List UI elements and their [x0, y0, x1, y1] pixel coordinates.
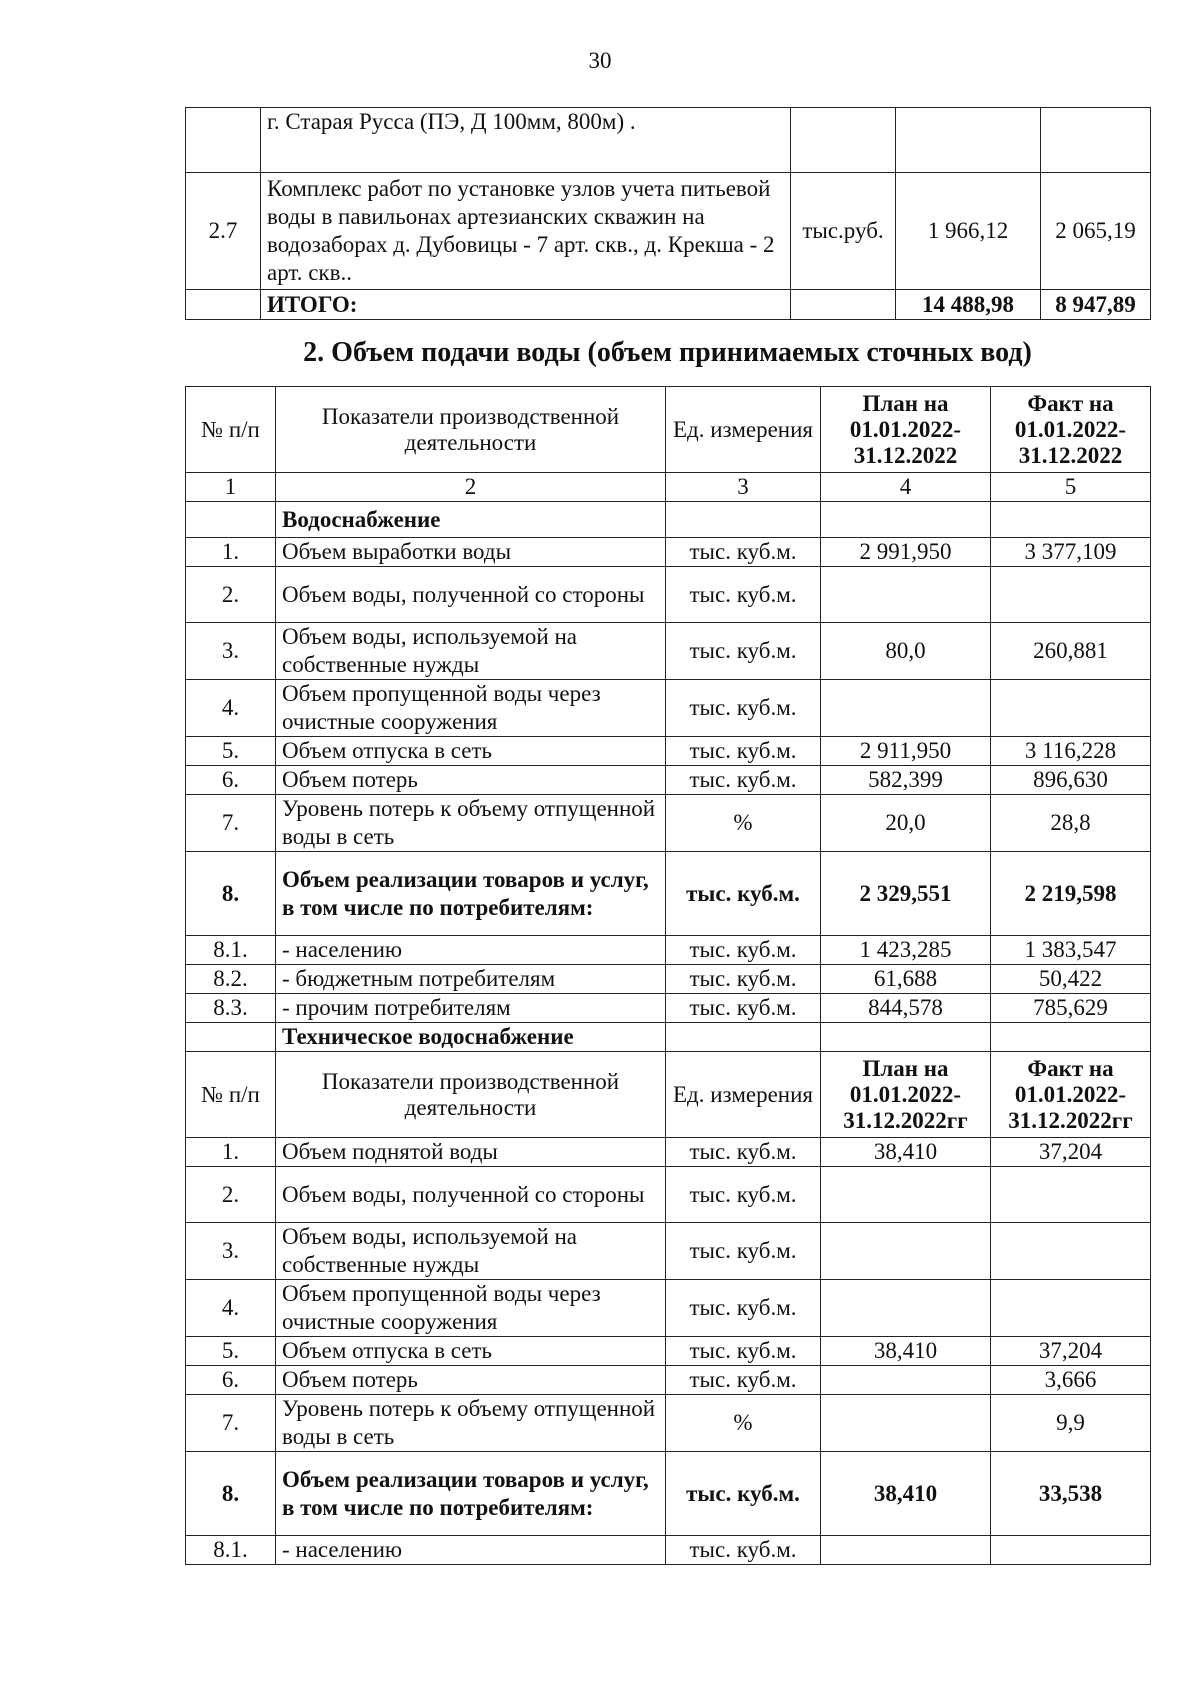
row-fact: 2 219,598 [991, 852, 1151, 936]
table-row [186, 737, 1151, 766]
row-plan: 61,688 [821, 965, 991, 994]
row-name: Объем реализации товаров и услуг, в том числе по потребителям: [276, 1452, 666, 1536]
table-row [186, 108, 1151, 173]
section-title: 2. Объем подачи воды (объем принимаемых сточных вод) [303, 337, 1032, 368]
table-row [186, 1223, 1151, 1280]
row-number: 1. [186, 1138, 276, 1167]
table-row [186, 1167, 1151, 1223]
row-unit: тыс. куб.м. [666, 680, 821, 737]
row-fact: 28,8 [991, 795, 1151, 852]
row-name: Объем поднятой воды [276, 1138, 666, 1167]
row-fact [991, 1223, 1151, 1280]
table-row [186, 623, 1151, 680]
row-plan [821, 1395, 991, 1452]
row-fact: 260,881 [991, 623, 1151, 680]
row-plan: 2 991,950 [821, 538, 991, 567]
row-number: 2. [186, 1167, 276, 1223]
table-row [186, 936, 1151, 965]
total-value-1: 14 488,98 [896, 290, 1041, 320]
row-plan [821, 1366, 991, 1395]
row-value-1: 1 966,12 [896, 173, 1041, 290]
row-unit: % [666, 1395, 821, 1452]
row-unit: тыс. куб.м. [666, 1536, 821, 1565]
row-unit: тыс. куб.м. [666, 936, 821, 965]
row-fact: 896,630 [991, 766, 1151, 795]
row-value-2 [1041, 108, 1151, 173]
row-plan: 2 329,551 [821, 852, 991, 936]
row-fact: 785,629 [991, 994, 1151, 1023]
row-plan [821, 1536, 991, 1565]
row-name: Объем пропущенной воды через очистные сооружения [276, 1280, 666, 1337]
column-numbers-row [186, 473, 1151, 502]
row-plan [821, 1167, 991, 1223]
row-fact: 9,9 [991, 1395, 1151, 1452]
row-plan: 1 423,285 [821, 936, 991, 965]
row-fact: 37,204 [991, 1337, 1151, 1366]
row-fact: 33,538 [991, 1452, 1151, 1536]
row-plan: 38,410 [821, 1337, 991, 1366]
column-number: 5 [991, 473, 1151, 502]
row-number: 7. [186, 1395, 276, 1452]
row-plan [821, 1280, 991, 1337]
header-name: Показатели производственной деятельности [276, 1052, 666, 1138]
header-number: № п/п [186, 387, 276, 473]
row-number: 4. [186, 1280, 276, 1337]
section-row [186, 1023, 1151, 1052]
row-unit [791, 108, 896, 173]
table-row [186, 173, 1151, 290]
row-number: 8.2. [186, 965, 276, 994]
row-number [186, 108, 261, 173]
row-number: 3. [186, 623, 276, 680]
total-value-2: 8 947,89 [1041, 290, 1151, 320]
header-fact: Факт на 01.01.2022-31.12.2022 [991, 387, 1151, 473]
row-unit: тыс. куб.м. [666, 623, 821, 680]
header-unit: Ед. измерения [666, 387, 821, 473]
row-value-2: 2 065,19 [1041, 173, 1151, 290]
table-row [186, 1280, 1151, 1337]
row-plan: 844,578 [821, 994, 991, 1023]
row-name: - бюджетным потребителям [276, 965, 666, 994]
row-number: 5. [186, 737, 276, 766]
row-number: 8.1. [186, 1536, 276, 1565]
row-fact: 50,422 [991, 965, 1151, 994]
row-number: 6. [186, 766, 276, 795]
header-row [186, 1052, 1151, 1138]
table-row [186, 852, 1151, 936]
column-number: 2 [276, 473, 666, 502]
header-plan: План на 01.01.2022-31.12.2022гг [821, 1052, 991, 1138]
row-unit: тыс. куб.м. [666, 1223, 821, 1280]
section-row [186, 502, 1151, 538]
row-name: г. Старая Русса (ПЭ, Д 100мм, 800м) . [261, 108, 791, 173]
row-plan: 20,0 [821, 795, 991, 852]
row-number: 8. [186, 1452, 276, 1536]
row-unit: тыс. куб.м. [666, 852, 821, 936]
row-fact [991, 1167, 1151, 1223]
row-plan [821, 1223, 991, 1280]
row-number: 2.7 [186, 173, 261, 290]
row-name: Объем воды, используемой на собственные нужды [276, 1223, 666, 1280]
table-row [186, 1337, 1151, 1366]
table-row [186, 795, 1151, 852]
row-fact: 37,204 [991, 1138, 1151, 1167]
row-unit: тыс. куб.м. [666, 1366, 821, 1395]
row-number: 2. [186, 567, 276, 623]
table-row [186, 680, 1151, 737]
table-row [186, 766, 1151, 795]
row-name: - прочим потребителям [276, 994, 666, 1023]
row-unit: тыс. куб.м. [666, 1167, 821, 1223]
row-name: Объем выработки воды [276, 538, 666, 567]
header-name: Показатели производственной деятельности [276, 387, 666, 473]
row-name: Объем пропущенной воды через очистные сооружения [276, 680, 666, 737]
row-name: Объем отпуска в сеть [276, 737, 666, 766]
row-fact [991, 680, 1151, 737]
row-number: 4. [186, 680, 276, 737]
column-number: 4 [821, 473, 991, 502]
row-name: Комплекс работ по установке узлов учета питьевой воды в павильонах артезианских скважин на водозаборах д. Дубовицы - 7 арт. скв., д. Крекша - 2 арт. скв.. [261, 173, 791, 290]
row-name: Объем потерь [276, 1366, 666, 1395]
row-plan: 582,399 [821, 766, 991, 795]
row-number: 3. [186, 1223, 276, 1280]
row-plan [821, 680, 991, 737]
row-unit: тыс. куб.м. [666, 737, 821, 766]
row-fact [991, 567, 1151, 623]
row-number: 5. [186, 1337, 276, 1366]
row-fact: 3,666 [991, 1366, 1151, 1395]
row-name: Уровень потерь к объему отпущенной воды в сеть [276, 1395, 666, 1452]
table-row [186, 1395, 1151, 1452]
row-name: - населению [276, 936, 666, 965]
row-unit: тыс. куб.м. [666, 1452, 821, 1536]
row-fact [991, 1280, 1151, 1337]
row-fact: 3 377,109 [991, 538, 1151, 567]
row-unit: тыс. куб.м. [666, 1138, 821, 1167]
header-row [186, 387, 1151, 473]
total-label: ИТОГО: [261, 290, 791, 320]
top-table [185, 107, 1151, 320]
row-plan: 38,410 [821, 1452, 991, 1536]
row-fact: 3 116,228 [991, 737, 1151, 766]
row-name: Уровень потерь к объему отпущенной воды в сеть [276, 795, 666, 852]
row-number: 8.1. [186, 936, 276, 965]
header-fact: Факт на 01.01.2022-31.12.2022гг [991, 1052, 1151, 1138]
row-number: 8.3. [186, 994, 276, 1023]
row-fact: 1 383,547 [991, 936, 1151, 965]
page-number: 30 [588, 48, 612, 73]
table-row [186, 538, 1151, 567]
row-plan: 2 911,950 [821, 737, 991, 766]
table-row [186, 994, 1151, 1023]
column-number: 3 [666, 473, 821, 502]
row-unit: % [666, 795, 821, 852]
total-row [186, 290, 1151, 320]
table-row [186, 1452, 1151, 1536]
row-unit: тыс. куб.м. [666, 1280, 821, 1337]
row-plan: 38,410 [821, 1138, 991, 1167]
row-unit: тыс. куб.м. [666, 766, 821, 795]
row-name: Объем отпуска в сеть [276, 1337, 666, 1366]
row-number: 6. [186, 1366, 276, 1395]
row-plan [821, 567, 991, 623]
row-unit: тыс. куб.м. [666, 994, 821, 1023]
row-fact [991, 1536, 1151, 1565]
row-unit: тыс. куб.м. [666, 538, 821, 567]
table-row [186, 1138, 1151, 1167]
row-name: Объем реализации товаров и услуг, в том числе по потребителям: [276, 852, 666, 936]
table-row [186, 965, 1151, 994]
row-unit: тыс. куб.м. [666, 567, 821, 623]
table-row [186, 1536, 1151, 1565]
row-value-1 [896, 108, 1041, 173]
main-table [185, 386, 1151, 1565]
section-heading: Водоснабжение [276, 502, 666, 538]
header-number: № п/п [186, 1052, 276, 1138]
table-row [186, 1366, 1151, 1395]
row-name: Объем воды, используемой на собственные нужды [276, 623, 666, 680]
table-row [186, 567, 1151, 623]
row-name: - населению [276, 1536, 666, 1565]
row-number: 8. [186, 852, 276, 936]
row-name: Объем воды, полученной со стороны [276, 1167, 666, 1223]
row-unit: тыс. куб.м. [666, 965, 821, 994]
row-unit: тыс. куб.м. [666, 1337, 821, 1366]
header-plan: План на 01.01.2022-31.12.2022 [821, 387, 991, 473]
row-plan: 80,0 [821, 623, 991, 680]
row-name: Объем воды, полученной со стороны [276, 567, 666, 623]
row-unit: тыс.руб. [791, 173, 896, 290]
section-heading: Техническое водоснабжение [276, 1023, 666, 1052]
row-name: Объем потерь [276, 766, 666, 795]
row-number: 7. [186, 795, 276, 852]
header-unit: Ед. измерения [666, 1052, 821, 1138]
column-number: 1 [186, 473, 276, 502]
row-number: 1. [186, 538, 276, 567]
